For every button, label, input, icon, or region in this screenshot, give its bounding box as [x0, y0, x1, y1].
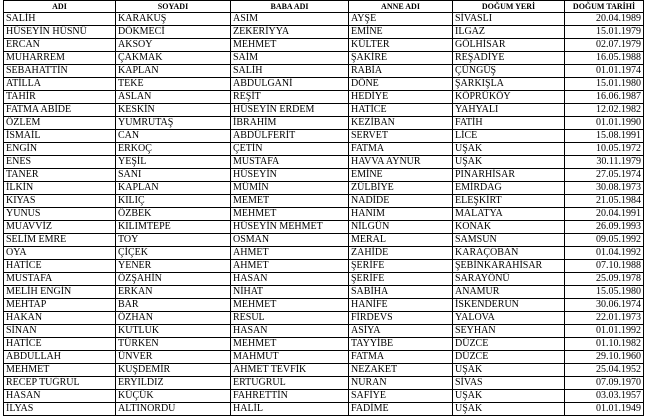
- birth-date-cell: 07.09.1970: [565, 377, 644, 390]
- birth-date-cell: 02.07.1979: [565, 39, 644, 52]
- birth-place-cell: GÖLHİSAR: [453, 39, 565, 52]
- birth-place-cell: UŞAK: [453, 364, 565, 377]
- mother-name-cell: FADİME: [349, 403, 453, 416]
- first-name-cell: ENGİN: [4, 143, 116, 156]
- header-row: [4, 1, 644, 13]
- father-name-cell: MEHMET: [231, 208, 349, 221]
- surname-cell: ÖZŞAHİN: [116, 273, 231, 286]
- mother-name-cell: ŞAKİRE: [349, 52, 453, 65]
- table-body: [4, 13, 644, 416]
- first-name-cell: RECEP TUĞRUL: [4, 377, 116, 390]
- birth-date-cell: 12.02.1982: [565, 104, 644, 117]
- father-name-cell: ABDÜLFERİT: [231, 130, 349, 143]
- first-name-cell: SEBAHATTİN: [4, 65, 116, 78]
- birth-date-cell: 01.01.1974: [565, 65, 644, 78]
- birth-date-cell: 10.05.1972: [565, 143, 644, 156]
- first-name-cell: SELİM EMRE: [4, 234, 116, 247]
- father-name-cell: HASAN: [231, 273, 349, 286]
- surname-cell: KILIÇ: [116, 195, 231, 208]
- surname-cell: KARAKUŞ: [116, 13, 231, 26]
- mother-name-cell: ŞERİFE: [349, 273, 453, 286]
- birth-date-cell: 20.04.1989: [565, 13, 644, 26]
- father-name-cell: MEHMET: [231, 338, 349, 351]
- birth-place-cell: LİCE: [453, 130, 565, 143]
- table-row: [4, 117, 644, 130]
- first-name-cell: SALİH: [4, 13, 116, 26]
- first-name-cell: MELİH ENGİN: [4, 286, 116, 299]
- surname-cell: ÇİÇEK: [116, 247, 231, 260]
- first-name-cell: HAKAN: [4, 312, 116, 325]
- mother-name-cell: ZAHİDE: [349, 247, 453, 260]
- mother-name-cell: FATMA: [349, 143, 453, 156]
- mother-name-cell: ASİYA: [349, 325, 453, 338]
- mother-name-cell: DÖNE: [349, 78, 453, 91]
- father-name-cell: NİHAT: [231, 286, 349, 299]
- first-name-cell: HATİCE: [4, 260, 116, 273]
- table-row: [4, 65, 644, 78]
- table-row: [4, 208, 644, 221]
- surname-cell: TÜRKEN: [116, 338, 231, 351]
- mother-name-cell: HANIM: [349, 208, 453, 221]
- birth-date-cell: 09.05.1992: [565, 234, 644, 247]
- birth-date-cell: 01.10.1982: [565, 338, 644, 351]
- table-row: [4, 338, 644, 351]
- table-row: [4, 39, 644, 52]
- birth-place-cell: KARAÇOBAN: [453, 247, 565, 260]
- table-row: [4, 286, 644, 299]
- birth-date-cell: 25.09.1978: [565, 273, 644, 286]
- birth-place-cell: SİVAS: [453, 377, 565, 390]
- birth-date-cell: 03.03.1957: [565, 390, 644, 403]
- father-name-cell: İBRAHİM: [231, 117, 349, 130]
- father-name-cell: MUSTAFA: [231, 156, 349, 169]
- mother-name-cell: AYŞE: [349, 13, 453, 26]
- father-name-cell: HALİL: [231, 403, 349, 416]
- birth-place-cell: FATİH: [453, 117, 565, 130]
- first-name-cell: YUNUS: [4, 208, 116, 221]
- father-name-cell: ÇETİN: [231, 143, 349, 156]
- birth-date-cell: 01.01.1949: [565, 403, 644, 416]
- table-row: [4, 169, 644, 182]
- mother-name-cell: HAVVA AYNUR: [349, 156, 453, 169]
- table-row: [4, 390, 644, 403]
- father-name-cell: AHMET TEVFİK: [231, 364, 349, 377]
- table-row: [4, 26, 644, 39]
- birth-place-cell: EMİRDAĞ: [453, 182, 565, 195]
- father-name-cell: MAHMUT: [231, 351, 349, 364]
- mother-name-cell: SAFİYE: [349, 390, 453, 403]
- father-name-cell: HÜSEYİN ERDEM: [231, 104, 349, 117]
- birth-place-cell: SAMSUN: [453, 234, 565, 247]
- surname-cell: DÖKMECİ: [116, 26, 231, 39]
- first-name-cell: FATMA ABİDE: [4, 104, 116, 117]
- surname-cell: ÇAKMAK: [116, 52, 231, 65]
- father-name-cell: ASIM: [231, 13, 349, 26]
- birth-place-cell: MALATYA: [453, 208, 565, 221]
- father-name-cell: MÜMİN: [231, 182, 349, 195]
- table-row: [4, 351, 644, 364]
- father-name-cell: HASAN: [231, 325, 349, 338]
- table-row: [4, 182, 644, 195]
- birth-place-cell: PINARHİSAR: [453, 169, 565, 182]
- birth-date-cell: 01.04.1992: [565, 247, 644, 260]
- birth-date-cell: 15.08.1991: [565, 130, 644, 143]
- father-name-cell: AHMET: [231, 260, 349, 273]
- birth-place-cell: ANAMUR: [453, 286, 565, 299]
- first-name-cell: TAHİR: [4, 91, 116, 104]
- mother-name-cell: NİLGÜN: [349, 221, 453, 234]
- surname-cell: ALTINORDU: [116, 403, 231, 416]
- first-name-cell: İSMAİL: [4, 130, 116, 143]
- first-name-cell: MEHMET: [4, 364, 116, 377]
- mother-name-cell: EMİNE: [349, 169, 453, 182]
- mother-name-cell: HATİCE: [349, 104, 453, 117]
- father-name-cell: SAİM: [231, 52, 349, 65]
- birth-place-cell: DÜZCE: [453, 338, 565, 351]
- surname-cell: ÖZBEK: [116, 208, 231, 221]
- header-first-name: ADI: [4, 1, 116, 13]
- header-birth-date: DOĞUM TARİHİ: [565, 1, 644, 13]
- first-name-cell: ENES: [4, 156, 116, 169]
- birth-place-cell: İSKENDERUN: [453, 299, 565, 312]
- birth-date-cell: 22.01.1973: [565, 312, 644, 325]
- father-name-cell: AHMET: [231, 247, 349, 260]
- surname-cell: KAPLAN: [116, 182, 231, 195]
- father-name-cell: HÜSEYİN: [231, 169, 349, 182]
- first-name-cell: OYA: [4, 247, 116, 260]
- birth-place-cell: DÜZCE: [453, 351, 565, 364]
- mother-name-cell: HANİFE: [349, 299, 453, 312]
- birth-place-cell: ÇÜNGÜŞ: [453, 65, 565, 78]
- table-row: [4, 130, 644, 143]
- table-row: [4, 156, 644, 169]
- surname-cell: ASLAN: [116, 91, 231, 104]
- surname-cell: BAR: [116, 299, 231, 312]
- birth-place-cell: KÖPRÜKÖY: [453, 91, 565, 104]
- header-birth-place: DOĞUM YERİ: [453, 1, 565, 13]
- birth-place-cell: SEYHAN: [453, 325, 565, 338]
- mother-name-cell: FATMA: [349, 351, 453, 364]
- father-name-cell: FAHRETTİN: [231, 390, 349, 403]
- mother-name-cell: TAYYİBE: [349, 338, 453, 351]
- surname-cell: KÜÇÜK: [116, 390, 231, 403]
- birth-date-cell: 30.08.1973: [565, 182, 644, 195]
- birth-date-cell: 15.01.1980: [565, 78, 644, 91]
- mother-name-cell: NURAN: [349, 377, 453, 390]
- first-name-cell: İLYAS: [4, 403, 116, 416]
- father-name-cell: REŞİT: [231, 91, 349, 104]
- table-row: [4, 403, 644, 416]
- surname-cell: YUMRUTAŞ: [116, 117, 231, 130]
- table-row: [4, 299, 644, 312]
- table-row: [4, 234, 644, 247]
- first-name-cell: ABDULLAH: [4, 351, 116, 364]
- first-name-cell: TANER: [4, 169, 116, 182]
- birth-place-cell: SARAYÖNÜ: [453, 273, 565, 286]
- mother-name-cell: EMİNE: [349, 26, 453, 39]
- surname-cell: CAN: [116, 130, 231, 143]
- first-name-cell: SİNAN: [4, 325, 116, 338]
- birth-place-cell: ILGAZ: [453, 26, 565, 39]
- table-header: [4, 1, 644, 13]
- first-name-cell: HASAN: [4, 390, 116, 403]
- birth-date-cell: 01.01.1990: [565, 117, 644, 130]
- birth-date-cell: 16.05.1988: [565, 52, 644, 65]
- birth-date-cell: 15.01.1979: [565, 26, 644, 39]
- father-name-cell: ABDULGANİ: [231, 78, 349, 91]
- surname-cell: KAPLAN: [116, 65, 231, 78]
- father-name-cell: MEMET: [231, 195, 349, 208]
- father-name-cell: OSMAN: [231, 234, 349, 247]
- birth-date-cell: 15.05.1980: [565, 286, 644, 299]
- birth-date-cell: 30.06.1974: [565, 299, 644, 312]
- birth-place-cell: KONAK: [453, 221, 565, 234]
- birth-date-cell: 27.05.1974: [565, 169, 644, 182]
- mother-name-cell: KEZİBAN: [349, 117, 453, 130]
- surname-cell: ÖZHAN: [116, 312, 231, 325]
- mother-name-cell: ŞERİFE: [349, 260, 453, 273]
- father-name-cell: HÜSEYİN MEHMET: [231, 221, 349, 234]
- surname-cell: SANI: [116, 169, 231, 182]
- mother-name-cell: RABİA: [349, 65, 453, 78]
- table-row: [4, 377, 644, 390]
- birth-place-cell: ŞARKIŞLA: [453, 78, 565, 91]
- birth-date-cell: 20.04.1991: [565, 208, 644, 221]
- first-name-cell: MUSTAFA: [4, 273, 116, 286]
- first-name-cell: KIYAS: [4, 195, 116, 208]
- table-row: [4, 52, 644, 65]
- father-name-cell: MEHMET: [231, 39, 349, 52]
- surname-cell: TEKE: [116, 78, 231, 91]
- birth-place-cell: REŞADİYE: [453, 52, 565, 65]
- first-name-cell: ATİLLA: [4, 78, 116, 91]
- mother-name-cell: MERAL: [349, 234, 453, 247]
- table-row: [4, 221, 644, 234]
- header-surname: SOYADI: [116, 1, 231, 13]
- father-name-cell: MEHMET: [231, 299, 349, 312]
- mother-name-cell: SABİHA: [349, 286, 453, 299]
- surname-cell: ERKAN: [116, 286, 231, 299]
- father-name-cell: SALİH: [231, 65, 349, 78]
- birth-place-cell: YAHYALI: [453, 104, 565, 117]
- birth-date-cell: 21.05.1984: [565, 195, 644, 208]
- surname-cell: KUŞDEMİR: [116, 364, 231, 377]
- person-table: [3, 0, 644, 416]
- birth-place-cell: ELEŞKİRT: [453, 195, 565, 208]
- birth-place-cell: UŞAK: [453, 390, 565, 403]
- mother-name-cell: FİRDEVS: [349, 312, 453, 325]
- surname-cell: KILIMTEPE: [116, 221, 231, 234]
- birth-date-cell: 26.09.1993: [565, 221, 644, 234]
- surname-cell: ERKOÇ: [116, 143, 231, 156]
- table-row: [4, 312, 644, 325]
- first-name-cell: ERCAN: [4, 39, 116, 52]
- mother-name-cell: NEZAKET: [349, 364, 453, 377]
- table-row: [4, 195, 644, 208]
- first-name-cell: HÜSEYİN HÜSNÜ: [4, 26, 116, 39]
- mother-name-cell: ZÜLBİYE: [349, 182, 453, 195]
- surname-cell: YENER: [116, 260, 231, 273]
- birth-place-cell: UŞAK: [453, 156, 565, 169]
- mother-name-cell: NADİDE: [349, 195, 453, 208]
- header-father-name: BABA ADI: [231, 1, 349, 13]
- birth-place-cell: SİVASLI: [453, 13, 565, 26]
- father-name-cell: RESUL: [231, 312, 349, 325]
- surname-cell: TOY: [116, 234, 231, 247]
- surname-cell: YEŞİL: [116, 156, 231, 169]
- table-row: [4, 364, 644, 377]
- person-list-document: [3, 0, 643, 416]
- header-mother-name: ANNE ADI: [349, 1, 453, 13]
- birth-place-cell: UŞAK: [453, 143, 565, 156]
- first-name-cell: ÖZLEM: [4, 117, 116, 130]
- surname-cell: AKSOY: [116, 39, 231, 52]
- birth-date-cell: 29.10.1960: [565, 351, 644, 364]
- surname-cell: KESKİN: [116, 104, 231, 117]
- table-row: [4, 260, 644, 273]
- table-row: [4, 13, 644, 26]
- table-row: [4, 273, 644, 286]
- birth-date-cell: 01.01.1992: [565, 325, 644, 338]
- table-row: [4, 325, 644, 338]
- table-row: [4, 91, 644, 104]
- surname-cell: KUTLUK: [116, 325, 231, 338]
- surname-cell: ERYILDIZ: [116, 377, 231, 390]
- birth-place-cell: YALOVA: [453, 312, 565, 325]
- table-row: [4, 247, 644, 260]
- father-name-cell: ZEKERİYYA: [231, 26, 349, 39]
- birth-date-cell: 30.11.1979: [565, 156, 644, 169]
- mother-name-cell: HEDİYE: [349, 91, 453, 104]
- table-row: [4, 104, 644, 117]
- first-name-cell: HATİCE: [4, 338, 116, 351]
- birth-date-cell: 07.10.1988: [565, 260, 644, 273]
- birth-date-cell: 25.04.1952: [565, 364, 644, 377]
- table-row: [4, 78, 644, 91]
- birth-place-cell: ŞEBİNKARAHİSAR: [453, 260, 565, 273]
- first-name-cell: MUHARREM: [4, 52, 116, 65]
- birth-place-cell: UŞAK: [453, 403, 565, 416]
- mother-name-cell: KÜLTER: [349, 39, 453, 52]
- first-name-cell: MEHTAP: [4, 299, 116, 312]
- mother-name-cell: SERVET: [349, 130, 453, 143]
- first-name-cell: MUAVVİZ: [4, 221, 116, 234]
- first-name-cell: İLKİN: [4, 182, 116, 195]
- surname-cell: ÜNVER: [116, 351, 231, 364]
- birth-date-cell: 16.06.1987: [565, 91, 644, 104]
- table-row: [4, 143, 644, 156]
- father-name-cell: ERTUĞRUL: [231, 377, 349, 390]
